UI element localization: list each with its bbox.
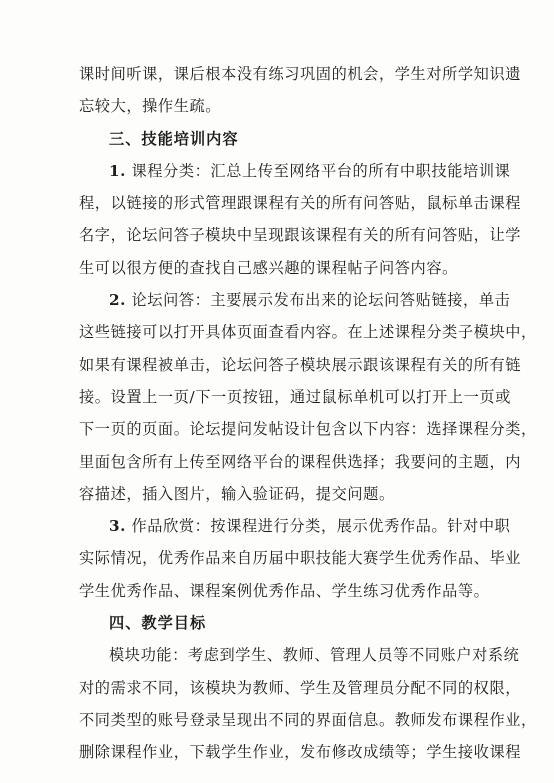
section-heading-teaching-goals: 四、教学目标 <box>109 614 207 633</box>
list-item-number: 3. <box>109 517 127 536</box>
list-item-forum-qa <box>79 284 511 316</box>
list-item-number: 2. <box>109 291 127 310</box>
paragraph-line: 名字，论坛问答子模块中呈现跟该课程有关的所有问答贴，让学 <box>79 226 522 245</box>
paragraph-line: 如果有课程被单击，论坛问答子模块展示跟该课程有关的所有链 <box>79 355 522 374</box>
paragraph-line: 里面包含所有上传至网络平台的课程供选择；我要问的主题，内 <box>79 452 522 471</box>
paragraph-line: 程，以链接的形式管理跟课程有关的所有问答贴，鼠标单击课程 <box>79 194 522 213</box>
paragraph-line: 删除课程作业，下载学生作业，发布修改成绩等；学生接收课程 <box>79 743 522 762</box>
document-body <box>79 58 537 769</box>
list-item-text: 作品欣赏：按课程进行分类，展示优秀作品。针对中职 <box>131 517 511 536</box>
paragraph-line: 生可以很方便的查找自己感兴趣的课程帖子问答内容。 <box>79 258 458 277</box>
paragraph-line: 对的需求不同，该模块为教师、学生及管理员分配不同的权限， <box>79 678 522 697</box>
paragraph-line: 容描述，插入图片，输入验证码，提交问题。 <box>79 484 395 503</box>
paragraph-line: 模块功能：考虑到学生、教师、管理人员等不同账户对系统 <box>109 646 520 665</box>
list-item-course-categories <box>79 155 511 187</box>
section-heading-training-content: 三、技能培训内容 <box>109 129 239 148</box>
paragraph-line: 下一页的页面。论坛提问发帖设计包含以下内容：选择课程分类， <box>79 420 537 439</box>
list-item-number: 1. <box>109 161 127 180</box>
paragraph-line: 课时间听课，课后根本没有练习巩固的机会，学生对所学知识遗 <box>79 65 522 83</box>
list-item-works-showcase <box>79 510 511 542</box>
list-item-text: 论坛问答：主要展示发布出来的论坛问答贴链接，单击 <box>131 291 511 310</box>
paragraph-line: 学生优秀作品、课程案例优秀作品、学生练习优秀作品等。 <box>79 581 490 600</box>
paragraph-line: 这些链接可以打开具体页面查看内容。在上述课程分类子模块中， <box>79 323 537 342</box>
paragraph-line: 接。设置上一页/下一页按钮，通过鼠标单机可以打开上一页或 <box>79 387 511 406</box>
paragraph-line: 不同类型的账号登录呈现出不同的界面信息。教师发布课程作业， <box>79 710 537 729</box>
paragraph-line: 实际情况，优秀作品来自历届中职技能大赛学生优秀作品、毕业 <box>79 549 522 568</box>
list-item-text: 课程分类：汇总上传至网络平台的所有中职技能培训课 <box>131 161 511 180</box>
paragraph-line: 忘较大，操作生疏。 <box>79 97 222 116</box>
